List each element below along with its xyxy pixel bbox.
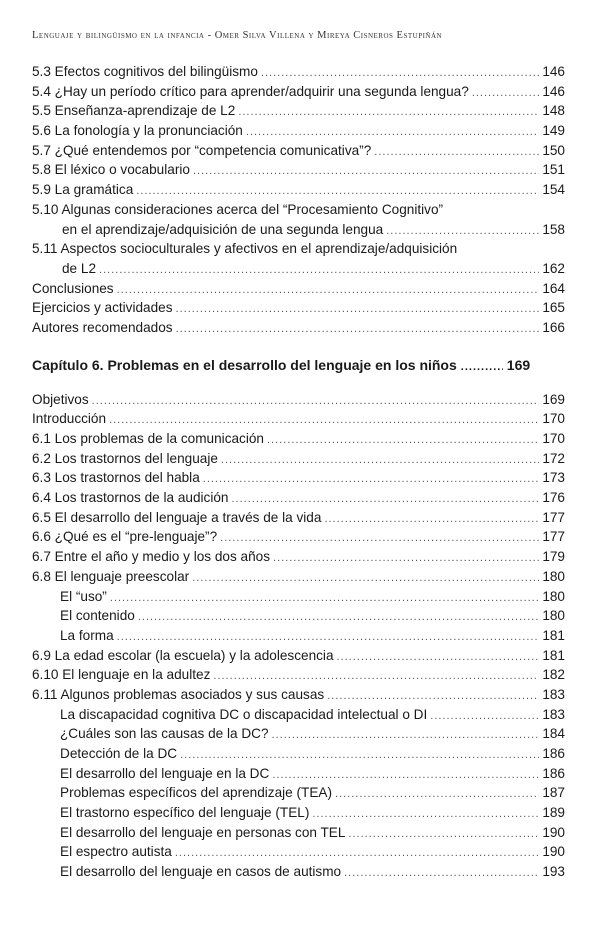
toc-page-number: 181: [542, 647, 565, 663]
table-of-contents: [32, 62, 565, 882]
toc-page-number: 181: [542, 627, 565, 643]
toc-page-number: 148: [542, 103, 565, 119]
toc-entry-label: 6.4 Los trastornos de la audición: [32, 490, 229, 506]
toc-entry: [32, 823, 565, 843]
dot-leader: [312, 805, 539, 825]
toc-page-number: 172: [542, 450, 565, 466]
toc-section-5-end: [32, 279, 565, 338]
toc-entry: [32, 82, 565, 102]
toc-page-number: 189: [542, 805, 565, 821]
toc-entry: [32, 409, 565, 429]
toc-entry-label: Ejercicios y actividades: [32, 300, 173, 316]
dot-leader: [272, 726, 540, 746]
dot-leader: [193, 162, 539, 182]
toc-entry: [32, 101, 565, 121]
toc-page-number: 146: [542, 64, 565, 79]
toc-entry-label: 6.2 Los trastornos del lenguaje: [32, 450, 218, 466]
toc-entry: [32, 298, 565, 318]
toc-page-number: 190: [542, 824, 565, 840]
toc-entry: [32, 783, 565, 803]
toc-entry-label: 5.7 ¿Qué entendemos por “competencia comunicativa”?: [32, 142, 372, 158]
toc-entry: [32, 121, 565, 141]
toc-page-number: 177: [542, 529, 565, 545]
toc-entry-label-continued: en el aprendizaje/adquisición de una segunda lengua: [62, 221, 384, 237]
toc-entry: [32, 705, 565, 725]
toc-page-number: 193: [542, 864, 565, 880]
toc-entry: [32, 141, 565, 161]
toc-page-number: 183: [542, 706, 565, 722]
toc-entry-label: 5.8 El léxico o vocabulario: [32, 162, 190, 178]
toc-entry-5-11: [32, 239, 565, 278]
dot-leader: [176, 320, 540, 340]
toc-entry-label: ¿Cuáles son las causas de la DC?: [60, 726, 269, 742]
toc-entry: [32, 587, 565, 607]
running-header: Lenguaje y bilingüismo en la infancia - Omer Silva Villena y Mireya Cisneros Estupiñán: [32, 30, 443, 41]
toc-entry-label: El espectro autista: [60, 844, 172, 860]
toc-entry-label: El “uso”: [60, 588, 107, 604]
toc-entry-label: El desarrollo del lenguaje en personas con TEL: [60, 824, 346, 840]
toc-entry-label: 5.11 Aspectos socioculturales y afectivos en el aprendizaje/adquisición: [32, 241, 458, 257]
toc-page-number: 146: [542, 83, 565, 99]
dot-leader: [472, 84, 540, 104]
dot-leader: [221, 451, 539, 471]
chapter-title: Capítulo 6. Problemas en el desarrollo del lenguaje en los niños: [32, 356, 457, 373]
toc-entry: [32, 468, 565, 488]
dot-leader: [348, 825, 539, 845]
toc-entry-label: Conclusiones: [32, 280, 114, 296]
toc-entry: [32, 449, 565, 469]
dot-leader: [176, 300, 540, 320]
toc-entry: [32, 606, 565, 626]
dot-leader: [192, 569, 539, 589]
dot-leader: [136, 182, 539, 202]
toc-entry: [32, 724, 565, 744]
toc-page-number: 180: [542, 608, 565, 624]
toc-entry: [32, 527, 565, 547]
toc-page-number: 186: [542, 746, 565, 761]
toc-page-number: 186: [542, 765, 565, 781]
toc-section-5: [32, 62, 565, 200]
toc-entry-label: 6.6 ¿Qué es el “pre-lenguaje”?: [32, 529, 218, 545]
toc-entry-label: Problemas específicos del aprendizaje (TEA): [60, 785, 333, 801]
toc-entry-label: El desarrollo del lenguaje en casos de autismo: [60, 864, 342, 880]
toc-entry-label: 6.5 El desarrollo del lenguaje a través de la vida: [32, 509, 322, 525]
toc-entry-label: 6.7 Entre el año y medio y los dos años: [32, 549, 271, 565]
toc-entry: [32, 429, 565, 449]
toc-page-number: 180: [542, 588, 565, 604]
dot-leader: [117, 281, 540, 301]
toc-entry-label: 5.5 Enseñanza-aprendizaje de L2: [32, 103, 236, 119]
toc-entry: [32, 160, 565, 180]
toc-entry: [32, 764, 565, 784]
toc-entry: [32, 646, 565, 666]
dot-leader: [138, 608, 539, 628]
dot-leader: [273, 549, 539, 569]
toc-entry-label: Autores recomendados: [32, 319, 173, 335]
dot-leader: [110, 589, 539, 609]
toc-entry: [32, 626, 565, 646]
dot-leader: [267, 431, 539, 451]
toc-entry: [32, 862, 565, 882]
toc-page-number: 151: [542, 162, 565, 178]
dot-leader: [324, 510, 539, 530]
dot-leader: [344, 864, 539, 884]
toc-entry: [32, 180, 565, 200]
toc-entry-label: 6.1 Los problemas de la comunicación: [32, 431, 264, 446]
dot-leader: [430, 707, 539, 727]
toc-entry: [32, 279, 565, 299]
toc-page-number: 173: [542, 470, 565, 486]
toc-entry: [32, 567, 565, 587]
toc-entry-label: El contenido: [60, 608, 135, 624]
toc-entry: [32, 62, 565, 82]
toc-entry: [32, 547, 565, 567]
toc-entry-label: La discapacidad cognitiva DC o discapacidad intelectual o DI: [60, 706, 428, 722]
toc-entry-5-10: [32, 200, 565, 239]
toc-page-number: 162: [542, 260, 565, 276]
toc-section-6: [32, 390, 565, 882]
toc-entry-label: El trastorno específico del lenguaje (TEL): [60, 805, 310, 821]
toc-entry-label: Introducción: [32, 411, 107, 427]
toc-page-number: 176: [542, 490, 565, 506]
toc-page-number: 149: [542, 123, 565, 139]
dot-leader: [335, 785, 539, 805]
toc-page-number: 164: [542, 280, 565, 296]
toc-entry: [32, 488, 565, 508]
toc-entry: [32, 665, 565, 685]
chapter-page-number: 169: [506, 356, 531, 373]
toc-page-number: 169: [542, 391, 565, 407]
dot-leader: [92, 392, 540, 412]
toc-entry-label: Objetivos: [32, 391, 89, 407]
toc-entry-label: El desarrollo del lenguaje en la DC: [60, 765, 270, 781]
toc-entry-label: 6.11 Algunos problemas asociados y sus causas: [32, 686, 325, 702]
toc-page-number: 158: [542, 221, 565, 237]
toc-page-number: 165: [542, 300, 565, 316]
toc-page-number: 190: [542, 844, 565, 860]
toc-page-number: 183: [542, 686, 565, 702]
dot-leader: [374, 143, 539, 163]
toc-entry: [32, 842, 565, 862]
toc-page-number: 170: [542, 411, 565, 427]
toc-page-number: 179: [542, 549, 565, 565]
toc-entry-label: 5.3 Efectos cognitivos del bilingüismo: [32, 64, 258, 79]
toc-entry: [32, 685, 565, 705]
toc-entry: [32, 390, 565, 410]
toc-entry-label: 5.4 ¿Hay un período crítico para aprender/adquirir una segunda lengua?: [32, 83, 469, 99]
toc-entry-label: 6.8 El lenguaje preescolar: [32, 568, 190, 584]
toc-entry-label: 6.3 Los trastornos del habla: [32, 470, 200, 486]
toc-entry: [32, 803, 565, 823]
dot-leader: [461, 356, 503, 378]
toc-entry-label-continued: de L2: [62, 260, 97, 276]
chapter-heading: [32, 354, 565, 376]
toc-entry-label: 6.10 El lenguaje en la adultez: [32, 667, 211, 683]
toc-entry-label: La forma: [60, 627, 114, 643]
toc-entry-label: 5.10 Algunas consideraciones acerca del “Procesamiento Cognitivo”: [32, 201, 444, 217]
dot-leader: [238, 103, 539, 123]
toc-entry: [32, 744, 565, 764]
dot-leader: [203, 470, 540, 490]
dot-leader: [99, 261, 539, 281]
toc-page-number: 180: [542, 568, 565, 584]
toc-page-number: 177: [542, 509, 565, 525]
toc-page-number: 166: [542, 319, 565, 335]
toc-entry: [32, 318, 565, 338]
toc-page-number: 182: [542, 667, 565, 683]
toc-entry-label: 5.9 La gramática: [32, 182, 134, 198]
dot-leader: [337, 648, 540, 668]
toc-page-number: 150: [542, 142, 565, 158]
toc-page-number: 154: [542, 182, 565, 198]
toc-page-number: 187: [542, 785, 565, 801]
toc-entry-label: 6.9 La edad escolar (la escuela) y la adolescencia: [32, 647, 334, 663]
toc-entry: [32, 508, 565, 528]
toc-entry-label: Detección de la DC: [60, 746, 178, 761]
toc-page-number: 170: [542, 431, 565, 446]
toc-entry-label: 5.6 La fonología y la pronunciación: [32, 123, 243, 139]
toc-page-number: 184: [542, 726, 565, 742]
